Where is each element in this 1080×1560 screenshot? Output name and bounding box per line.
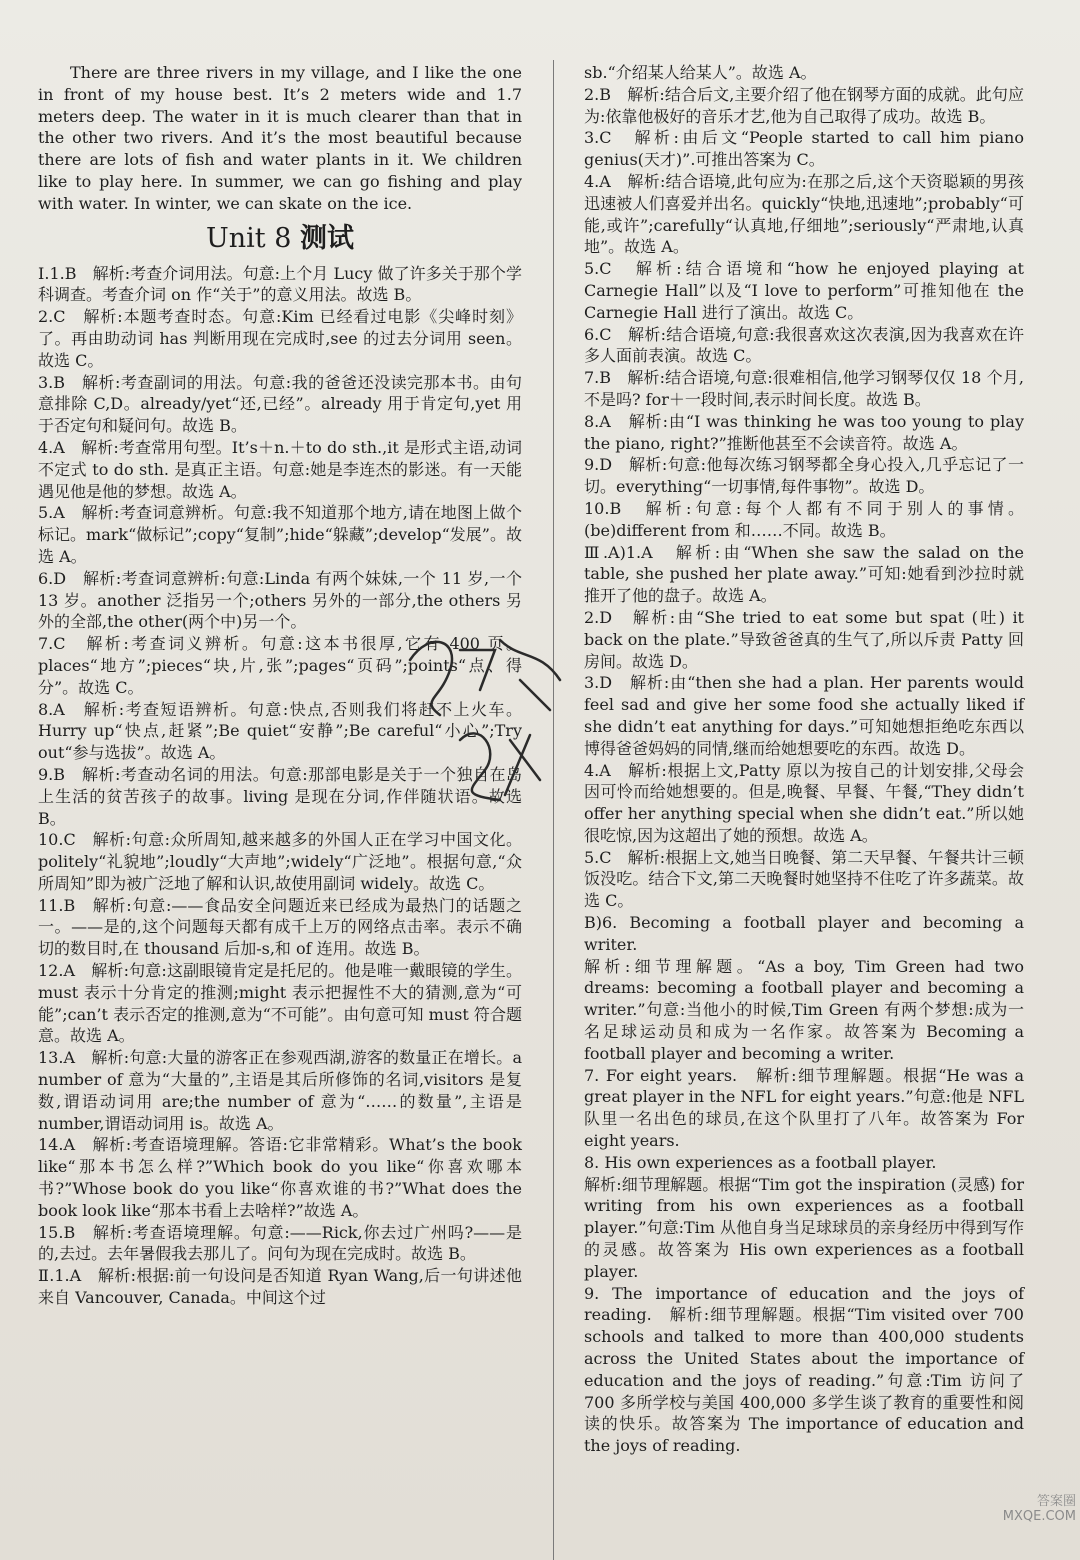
answer-item: sb.“介绍某人给某人”。故选 A。 [584, 63, 817, 82]
answer-item: 2.B 解析:结合后文,主要介绍了他在钢琴方面的成就。此句应为:依靠他极好的音乐才艺,他为自己取得了成功。故选 B。 [584, 84, 1024, 126]
answer-item: 6.D 解析:考查词意辨析:句意:Linda 有两个妹妹,一个 11 岁,一个 13 岁。another 泛指另一个;others 另外的一部分,the others 另外的全部,the other(两个中)另一个。 [38, 568, 522, 632]
answer-item: 4.A 解析:考查常用句型。It’s＋n.＋to do sth.,it 是形式主语,动词不定式 to do sth. 是真正主语。句意:她是李连杰的影迷。有一天能遇见他是他的梦想。故选 A。 [38, 437, 522, 501]
title-test: 测试 [299, 222, 354, 254]
answer-item: 9. The importance of education and the joys of reading. 解析:细节理解题。根据“Tim visited over 700 schools and talked to more than 400,000 students across the United States about the importance of education and the joys of reading.”句意:Tim 访问了 700 多所学校与美国 400,000 多学生谈了教育的重要性和阅读的快乐。故答案为 The importance of education and the joys of reading. [584, 1283, 1024, 1456]
answer-item: Ⅱ.1.A 解析:根据:前一句设问是否知道 Ryan Wang,后一句讲述他来自 Vancouver, Canada。中间这个过 [38, 1266, 522, 1308]
answer-item: 7.B 解析:结合语境,句意:很难相信,他学习钢琴仅仅 18 个月,不是吗? for＋一段时间,表示时间长度。故选 B。 [584, 368, 1024, 409]
answer-item: 9.B 解析:考查动名词的用法。句意:那部电影是关于一个独自在岛上生活的贫苦孩子的故事。living 是现在分词,作伴随状语。故选 B。 [38, 764, 522, 828]
handwritten-scribble-icon [400, 620, 580, 820]
answer-item: 8. His own experiences as a football player. [584, 1152, 937, 1172]
answer-item: 3.C 解析:由后文“People started to call him piano genius(天才)”.可推出答案为 C。 [584, 128, 1024, 170]
answer-item: 4.A 解析:根据上文,Patty 原以为按自己的计划安排,父母会因可怜而给她想要的。但是,晚餐、早餐、午餐,“They didn’t offer her anything special when she didn’t eat.”所以她很吃惊,因为这超出了她的预想。故选 A。 [584, 760, 1024, 845]
answer-item: 5.C 解析:根据上文,她当日晚餐、第二天早餐、午餐共计三顿饭没吃。结合下文,第二天晚餐时她坚持不住吃了许多蔬菜。故选 C。 [584, 847, 1024, 911]
answer-item: 14.A 解析:考查语境理解。答语:它非常精彩。What’s the book like“那本书怎么样?”Which book do you like“你喜欢哪本书?”Whose book do you like“你喜欢谁的书?”What does the book look like“那本书看上去啥样?”故选 A。 [38, 1135, 522, 1220]
answer-item: 3.B 解析:考查副词的用法。句意:我的爸爸还没读完那本书。由句意排除 C,D。already/yet“还,已经”。already 用于肯定句,yet 用于否定句和疑问句。故选 B。 [38, 372, 522, 436]
answer-item: 10.B 解析:句意:每个人都有不同于别人的事情。(be)different from 和……不同。故选 B。 [584, 498, 1024, 540]
answer-item: 6.C 解析:结合语境,句意:我很喜欢这次表演,因为我喜欢在许多人面前表演。故选 C。 [584, 324, 1024, 366]
answer-item: 2.D 解析:由“She tried to eat some but spat (吐) it back on the plate.”导致爸爸真的生气了,所以斥责 Patty 回房间。故选 D。 [584, 607, 1024, 671]
answer-item: 4.A 解析:结合语境,此句应为:在那之后,这个天资聪颖的男孩迅速被人们喜爱并出名。quickly“快地,迅速地”;probably“可能,或许”;carefully“认真地,仔细地”;seriously“严肃地,认真地”。故选 A。 [584, 171, 1024, 257]
answer-item: 5.A 解析:考查词意辨析。句意:我不知道那个地方,请在地图上做个标记。mark“做标记”;copy“复制”;hide“躲藏”;develop“发展”。故选 A。 [38, 503, 522, 566]
answer-item: 8.A 解析:由“I was thinking he was too young to play the piano, right?”推断他甚至不会读音符。故选 A。 [584, 411, 1024, 453]
answer-item: Ⅰ.1.B 解析:考查介词用法。句意:上个月 Lucy 做了许多关于那个学科调查。考查介词 on 作“关于”的意义用法。故选 B。 [38, 263, 522, 305]
answer-item: 9.D 解析:句意:他每次练习钢琴都全身心投入,几乎忘记了一切。everything“一切事情,每件事物”。故选 D。 [584, 455, 1024, 497]
answer-item: 13.A 解析:句意:大量的游客正在参观西湖,游客的数量正在增长。a number of 意为“大量的”,主语是其后所修饰的名词,visitors 是复数,谓语动词用 are;the number of 意为“……的数量”,主语是 number,谓语动词用 is。故选 A。 [38, 1048, 522, 1133]
reading-passage: There are three rivers in my village, and I like the one in front of my house best. It’s 2 meters wide and 1.7 meters deep. The water in it is much clearer than that in the other two rivers. And it’s the most beautiful because there are lots of fish and water plants in it. We children like to play here. In summer, we can go fishing and play with water. In winter, we can skate on the ice. [38, 63, 522, 213]
answer-item: 7. For eight years. 解析:细节理解题。根据“He was a great player in the NFL for eight years.”句意:他是 NFL 队里一名出色的球员,在这个队里打了八年。故答案为 For eight years. [584, 1065, 1024, 1151]
answer-item: 解析:细节理解题。“As a boy, Tim Green had two dreams: becoming a football player and becoming a writer.”句意:当他小的时候,Tim Green 有两个梦想:成为一名足球运动员和成为一名作家。故答案为 Becoming a football player and becoming a writer. [584, 956, 1024, 1063]
answer-item: 15.B 解析:考查语境理解。句意:——Rick,你去过广州吗?——是的,去过。去年暑假我去那儿了。问句为现在完成时。故选 B。 [38, 1222, 522, 1264]
answer-item: 11.B 解析:句意:——食品安全问题近来已经成为最热门的话题之一。——是的,这个问题每天都有成千上万的网络点击率。表示不确切的数目时,在 thousand 后加-s,和 of 连用。故选 B。 [38, 895, 522, 959]
answer-item: 8.A 解析:考查短语辨析。句意:快点,否则我们将赶不上火车。Hurry up“快点,赶紧”;Be quiet“安静”;Be careful“小心”;Try out“参与选拔”。故选 A。 [38, 699, 522, 763]
answer-item: 3.D 解析:由“then she had a plan. Her parents would feel sad and give her some food she actually liked if she didn’t eat anything for days.”可知她想拒绝吃东西以博得爸爸妈妈的同情,继而给她想要吃的东西。故选 D。 [584, 673, 1024, 758]
answer-item: Ⅲ.A)1.A 解析:由“When she saw the salad on the table, she pushed her plate away.”可知:她看到沙拉时就推开了他的盘子。故选 A。 [584, 542, 1024, 606]
answer-item: 7.C 解析:考查词义辨析。句意:这本书很厚,它有 400 页。places“地方”;pieces“块,片,张”;pages“页码”;points“点、得分”。故选 C。 [38, 634, 522, 697]
answer-item: 5.C 解析:结合语境和“how he enjoyed playing at Carnegie Hall”以及“I love to perform”可推知他在 the Carnegie Hall 进行了演出。故选 C。 [584, 259, 1024, 322]
answer-item: 12.A 解析:句意:这副眼镜肯定是托尼的。他是唯一戴眼镜的学生。must 表示十分肯定的推测;might 表示把握性不大的猜测,意为“可能”;can’t 表示否定的推测,意为“不可能”。由句意可知 must 符合题意。故选 A。 [38, 961, 522, 1046]
answer-item: 解析:细节理解题。根据“Tim got the inspiration (灵感) for writing from his own experiences as a football player.”句意:Tim 从他自身当足球球员的亲身经历中得到写作的灵感。故答案为 His own experiences as a football player. [584, 1174, 1025, 1281]
watermark-logo: 答案圈 MXQE.COM [1002, 1494, 1076, 1524]
answer-item: 2.C 解析:本题考查时态。句意:Kim 已经看过电影《尖峰时刻》了。再由助动词 has 判断用现在完成时,see 的过去分词用 seen。故选 C。 [38, 307, 522, 370]
page-title [38, 219, 522, 259]
title-unit: Unit 8 [206, 222, 300, 254]
answer-item: B)6. Becoming a football player and becoming a writer. [584, 913, 1024, 954]
right-column [584, 62, 1024, 1457]
answer-item: 10.C 解析:句意:众所周知,越来越多的外国人正在学习中国文化。politely“礼貌地”;loudly“大声地”;widely“广泛地”。根据句意,“众所周知”即为被广泛地了解和认识,故使用副词 widely。故选 C。 [38, 830, 522, 893]
